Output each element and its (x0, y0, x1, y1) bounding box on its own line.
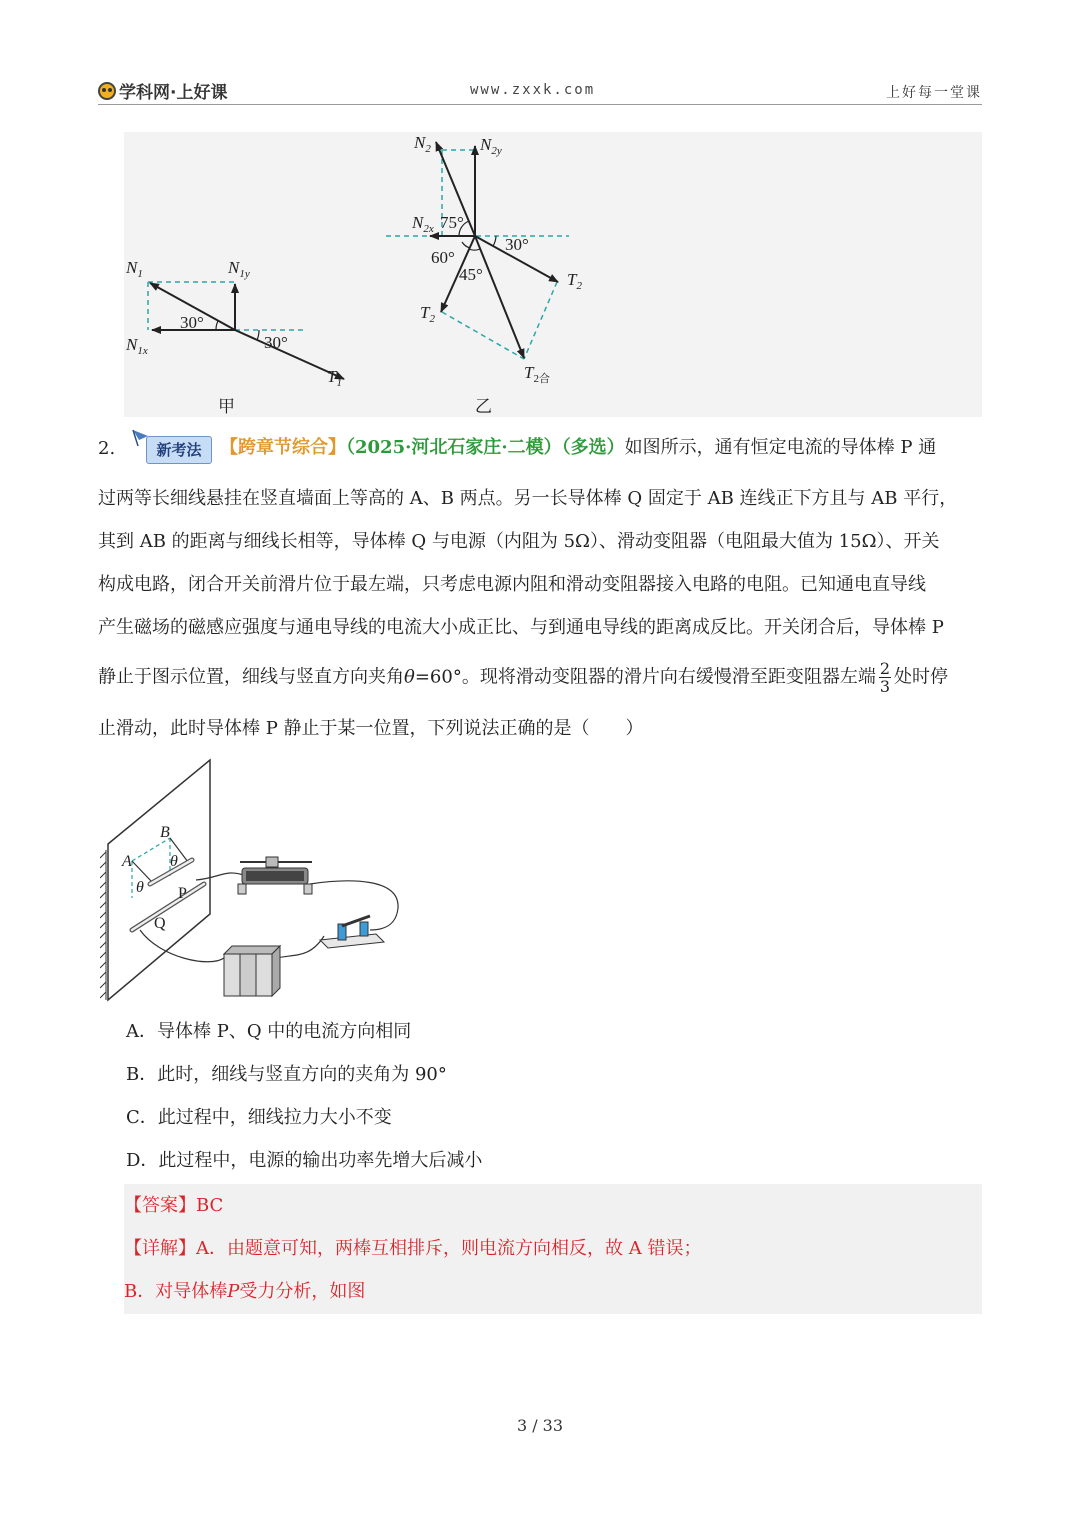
battery-icon (224, 946, 280, 996)
owl-logo-icon (98, 82, 116, 100)
detail-b-line: B．对导体棒P受力分析，如图 (124, 1281, 366, 1302)
logo-text: 学科网·上好课 (119, 83, 228, 103)
rheostat-icon (238, 857, 312, 894)
caption-jia: 甲 (218, 397, 235, 417)
label-b: B (160, 824, 170, 841)
question-line-4: 构成电路，闭合开关前滑片位于最左端，只考虑电源内阻和滑动变阻器接入电路的电阻。已知通电直导线 (98, 574, 926, 595)
detail-line: 【详解】A．由题意可知，两棒互相排斥，则电流方向相反，故 A 错误； (124, 1238, 702, 1259)
site-logo (98, 78, 227, 103)
label-n1x: $N_{1x}$ (126, 335, 148, 357)
label-theta-1: θ (136, 879, 144, 896)
page-number: 3 / 33 (516, 1416, 564, 1435)
badge-label: 新考法 (146, 436, 212, 464)
force-diagrams (124, 132, 982, 417)
switch-icon (320, 916, 384, 948)
question-line-7: 止滑动，此时导体棒 P 静止于某一位置，下列说法正确的是（ ） (98, 718, 644, 739)
angle-yi-75: 75° (440, 213, 464, 232)
question-line-2: 过两等长细线悬挂在竖直墙面上等高的 A、B 两点。另一长导体棒 Q 固定于 AB 连线正下方且与 AB 平行， (98, 488, 958, 509)
question-number: 2. (98, 438, 116, 459)
angle-jia-a: 30° (180, 313, 204, 332)
label-t2-left: $T_2$ (420, 303, 435, 325)
label-n1y: $N_{1y}$ (228, 258, 250, 280)
header-slogan: 上好每一堂课 (886, 85, 982, 101)
caption-yi: 乙 (475, 397, 492, 417)
label-theta-2: θ (170, 853, 178, 870)
question-line-6: 静止于图示位置，细线与竖直方向夹角θ=60°。现将滑动变阻器的滑片向右缓慢滑至距变阻器左端 $\frac{2}{3}$ 处时停 (98, 659, 949, 696)
option-c: C．此过程中，细线拉力大小不变 (126, 1107, 392, 1128)
diagram-yi (386, 133, 582, 417)
question-line-3: 其到 AB 的距离与细线长相等，导体棒 Q 与电源（内阻为 5Ω）、滑动变阻器（电阻最大值为 15Ω）、开关 (98, 531, 940, 552)
label-t1: $T_1$ (327, 367, 342, 389)
angle-yi-30: 30° (505, 235, 529, 254)
label-q: Q (154, 915, 166, 932)
wall-hatching (100, 850, 106, 1000)
page-header (98, 76, 982, 105)
answer-line: 【答案】BC (124, 1195, 224, 1216)
force-diagram-panel (124, 132, 982, 417)
circuit-illustration (100, 758, 410, 1004)
option-b: B．此时，细线与竖直方向的夹角为 90° (126, 1064, 447, 1085)
tag-source: （2025·河北石家庄·二模） (346, 437, 562, 458)
label-a: A (122, 853, 132, 870)
label-t2-resultant: $T_{2合}$ (524, 363, 550, 385)
label-n2x: $N_{2x}$ (412, 213, 434, 235)
fraction-two-thirds: $\frac{2}{3}$ (879, 659, 891, 696)
label-p: P (178, 885, 187, 902)
angle-yi-60: 60° (431, 248, 455, 267)
answer-panel (124, 1184, 982, 1314)
tag-multiple-choice: （多选） (561, 437, 625, 458)
option-d: D．此过程中，电源的输出功率先增大后减小 (126, 1150, 483, 1171)
diagram-jia (125, 258, 344, 417)
label-t2-right: $T_2$ (567, 270, 582, 292)
question-line-5: 产生磁场的磁感应强度与通电导线的电流大小成正比、与到通电导线的距离成反比。开关闭合后，导体棒 P (98, 617, 944, 638)
site-url: www.zxxk.com (470, 82, 596, 98)
angle-yi-45: 45° (459, 265, 483, 284)
angle-jia-b: 30° (264, 333, 288, 352)
question-line-1: 【跨章节综合】（2025·河北石家庄·二模）（多选）如图所示，通有恒定电流的导体棒 P 通 (220, 437, 937, 458)
label-n2y: $N_{2y}$ (480, 135, 502, 157)
new-method-badge (128, 428, 214, 466)
label-n1: $N_1$ (126, 258, 143, 280)
option-a: A．导体棒 P、Q 中的电流方向相同 (126, 1021, 412, 1042)
label-n2: $N_2$ (414, 133, 431, 155)
tag-cross-chapter: 【跨章节综合】 (220, 437, 346, 458)
